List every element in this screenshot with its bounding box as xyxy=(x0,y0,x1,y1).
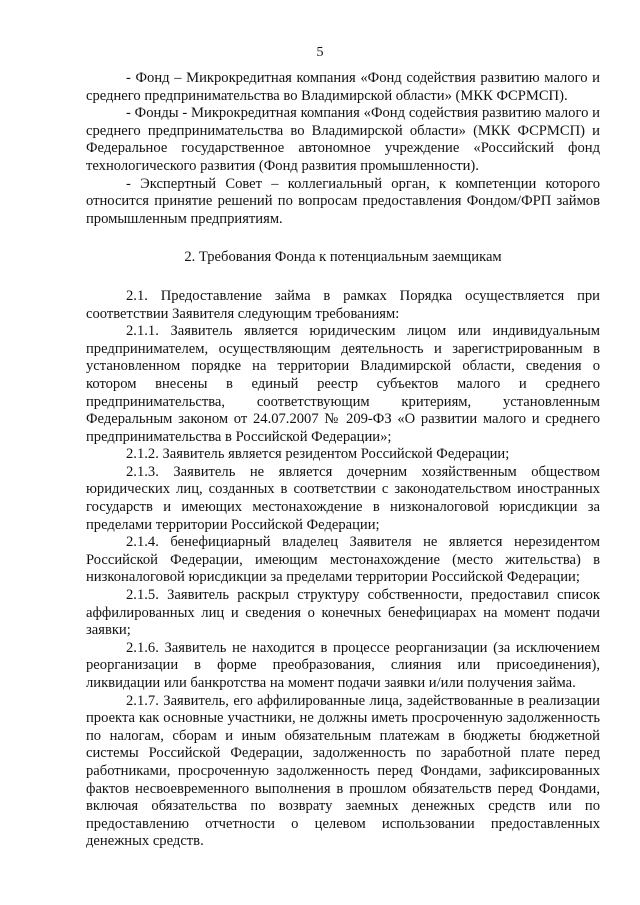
spacer xyxy=(86,228,600,249)
clause-2-1-4: 2.1.4. бенефициарный владелец Заявителя не является нерезидентом Российской Федерации, имеющим местонахождение (место жительства) в низконалоговой юрисдикции за пределами территории Российской Федерации; xyxy=(86,534,600,586)
clause-2-1-5: 2.1.5. Заявитель раскрыл структуру собственности, предоставил список аффилированных лиц и сведения о конечных бенефициарах на момент подачи заявки; xyxy=(86,587,600,639)
clause-2-1-7: 2.1.7. Заявитель, его аффилированные лица, задействованные в реализации проекта как основные участники, не должны иметь просроченную задолженность по налогам, сборам и иным обязательным платежам в бюджеты бюджетной системы Российской Федерации, задолженность по заработной плате перед работниками, просроченную задолженность перед Фондами, зафиксированных фактов несвоевременного выполнения в прошлом обязательств перед Фондами, включая обязательства по возврату заемных денежных средств или по предоставлению отчетности о целевом использовании предоставленных денежных средств. xyxy=(86,692,600,850)
clause-2-1: 2.1. Предоставление займа в рамках Порядка осуществляется при соответствии Заявителя следующим требованиям: xyxy=(86,287,600,322)
clause-2-1-3: 2.1.3. Заявитель не является дочерним хозяйственным обществом юридических лиц, созданных в соответствии с законодательством иностранных государств и имеющих местонахождение в низконалоговой юрисдикции за пределами территории Российской Федерации; xyxy=(86,463,600,533)
section-heading: 2. Требования Фонда к потенциальным заемщикам xyxy=(184,249,502,266)
definition-fond: - Фонд – Микрокредитная компания «Фонд содействия развитию малого и среднего предпринимательства во Владимирской области» (МКК ФСРМСП). xyxy=(86,70,600,104)
definition-fondy: - Фонды - Микрокредитная компания «Фонд содействия развитию малого и среднего предпринимательства во Владимирской области» (МКК ФСРМСП) и Федеральное государственное автономное учреждение «Российский фонд технологического развития (Фонд развития промышленности). xyxy=(86,105,600,174)
document-body xyxy=(86,70,600,851)
spacer xyxy=(86,267,600,288)
definition-expert-council: - Экспертный Совет – коллегиальный орган, к компетенции которого относится принятие решений по вопросам предоставления Фондом/ФРП займов промышленным предприятиям. xyxy=(86,175,600,227)
clause-2-1-1: 2.1.1. Заявитель является юридическим лицом или индивидуальным предпринимателем, осуществляющим деятельность и зарегистрированным в установленном порядке на территории Владимирской области, сведения о котором внесены в единый реестр субъектов малого и среднего предпринимательства, соответствующим критериям, установленным Федеральным законом от 24.07.2007 № 209-ФЗ «О развитии малого и среднего предпринимательства в Российской Федерации»; xyxy=(86,323,600,445)
clause-2-1-2: 2.1.2. Заявитель является резидентом Российской Федерации; xyxy=(126,446,510,463)
page-number: 5 xyxy=(316,45,324,60)
clause-2-1-6: 2.1.6. Заявитель не находится в процессе реорганизации (за исключением реорганизации в форме преобразования, слияния или присоединения), ликвидации или банкротства на момент подачи заявки и/или получения займа. xyxy=(86,639,600,691)
